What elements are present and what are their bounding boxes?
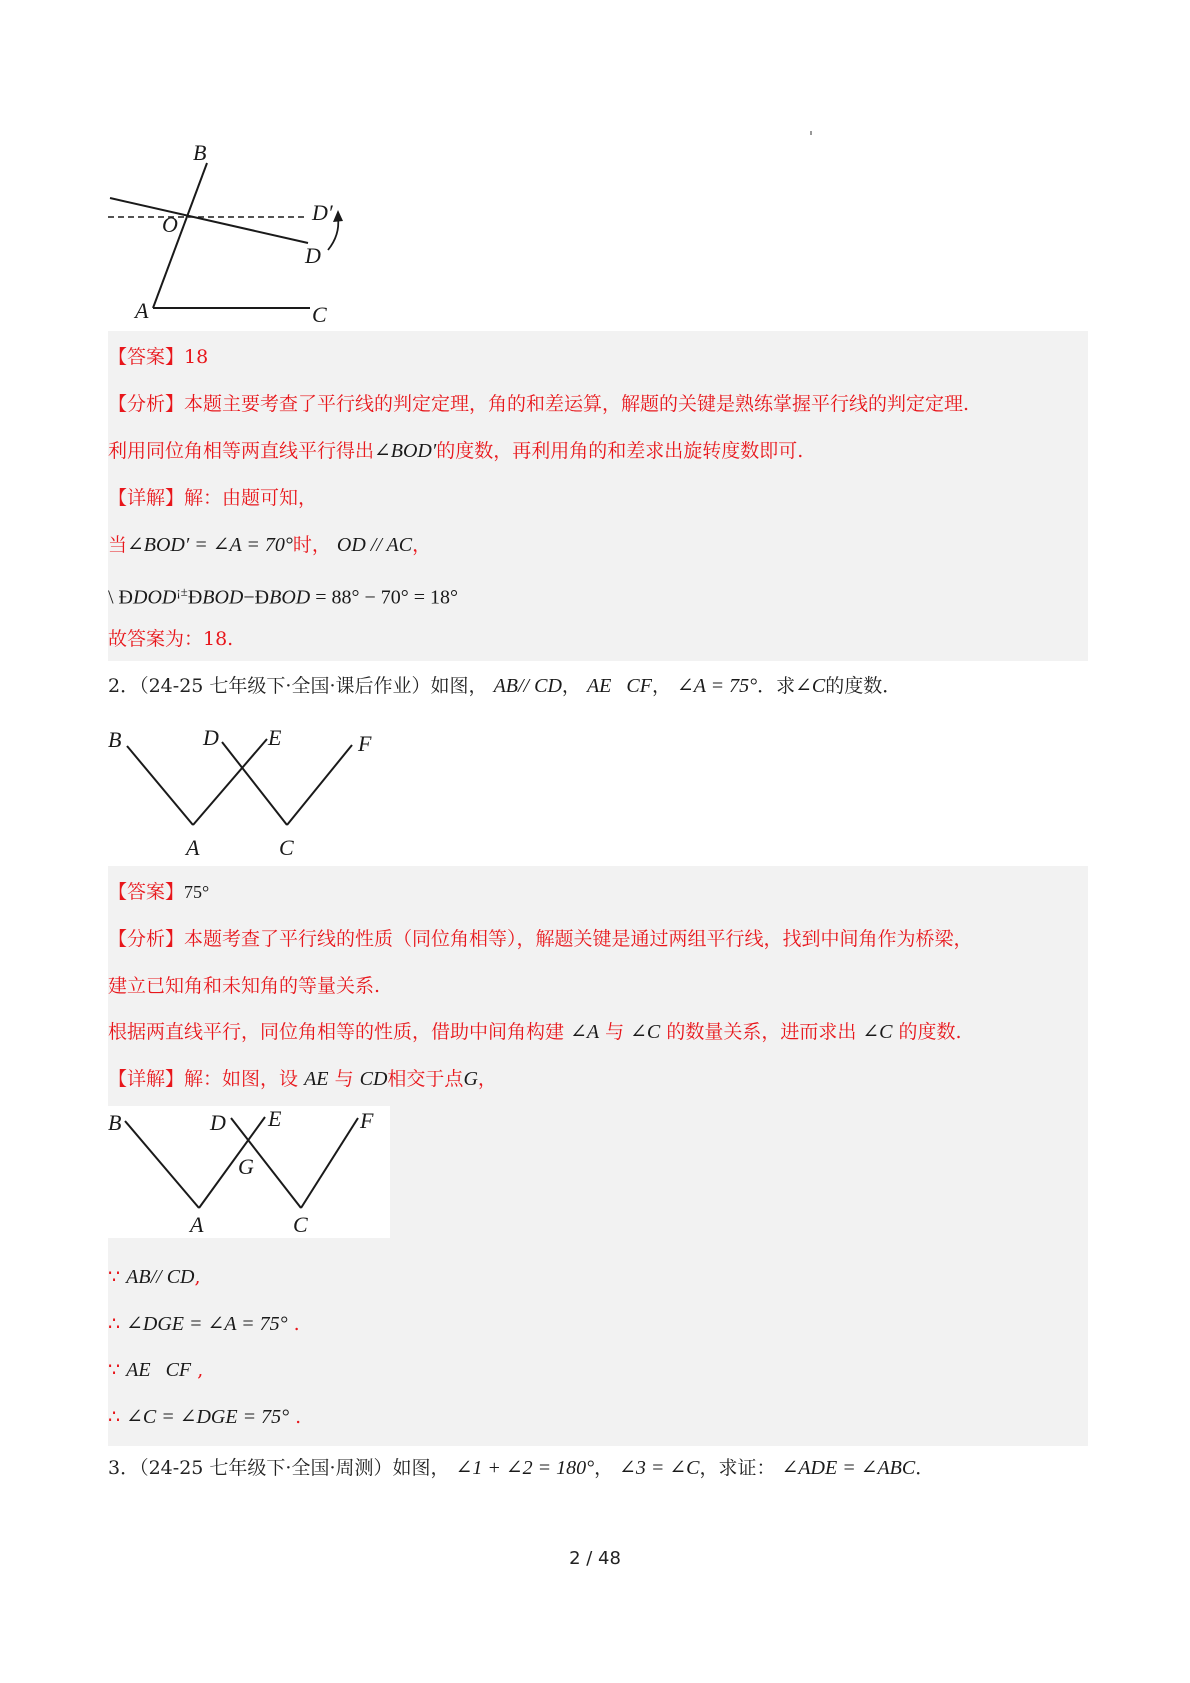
math-expression: CD	[359, 1068, 388, 1090]
math-expression: DOD	[133, 586, 177, 609]
math-expression: AB// CD	[126, 1266, 195, 1288]
figure-parallel-lines-with-g	[108, 1106, 390, 1238]
svg-text:F: F	[358, 731, 372, 756]
scan-artifact	[810, 131, 812, 135]
answer-tag: 【答案】	[108, 881, 185, 903]
punctuation: .	[295, 1406, 302, 1428]
conclusion-line-1	[108, 627, 233, 651]
analysis-tag: 【分析】	[108, 393, 185, 415]
svg-text:E: E	[268, 725, 282, 750]
detail-text: ，	[477, 1068, 497, 1090]
math-expression: OD // AC	[336, 534, 413, 556]
punctuation: ,	[194, 1266, 201, 1288]
math-expression: ∠ADE = ∠ABC	[781, 1457, 916, 1479]
detail-text: 解：如图，设	[184, 1068, 299, 1090]
problem-number: 2．	[108, 675, 140, 697]
math-expression: ∠1 + ∠2 = 180°	[455, 1457, 595, 1479]
problem-source: （24-25 七年级下·全国·课后作业）	[139, 675, 431, 697]
analysis-text: 的度数.	[898, 1021, 962, 1043]
svg-text:A: A	[135, 298, 149, 323]
detail-text: 当	[108, 534, 128, 556]
math-expression: ∠DGE = ∠A = 75°	[126, 1313, 288, 1335]
detail-line-2a	[108, 1067, 497, 1091]
math-garbled: Ð	[187, 586, 203, 609]
math-expression: BOD	[269, 586, 311, 609]
svg-text:A: A	[190, 1212, 204, 1237]
proof-step-2	[108, 1312, 300, 1336]
stem-text: ．	[915, 1457, 935, 1479]
answer-value: 18	[184, 346, 209, 368]
math-expression: G	[463, 1068, 478, 1090]
analysis-line-2c	[108, 1020, 962, 1044]
svg-text:G: G	[238, 1154, 254, 1179]
svg-text:C: C	[312, 302, 327, 327]
svg-text:B: B	[193, 140, 207, 165]
therefore-symbol: ∴	[108, 1313, 121, 1335]
therefore-symbol: ∴	[108, 1406, 121, 1428]
answer-tag: 【答案】	[108, 346, 185, 368]
detail-line-3-garbled-math	[108, 580, 458, 610]
analysis-line-2a	[108, 927, 973, 951]
punctuation: .	[293, 1313, 300, 1335]
detail-line-2	[108, 533, 431, 557]
svg-text:B: B	[108, 727, 122, 752]
stem-text: 如图，	[430, 675, 488, 697]
proof-step-4	[108, 1405, 301, 1429]
punctuation: ,	[197, 1359, 204, 1381]
math-expression: ∠BOD′	[374, 440, 437, 462]
detail-text: 时，	[292, 534, 331, 556]
because-symbol: ∵	[108, 1359, 121, 1381]
svg-text:C: C	[279, 835, 294, 860]
detail-text: ，	[412, 534, 432, 556]
figure-rotation-diagram	[100, 140, 360, 330]
svg-text:C: C	[293, 1212, 308, 1237]
math-garbled: ¡±	[176, 584, 188, 599]
proof-step-1	[108, 1265, 201, 1289]
analysis-line-2	[108, 439, 803, 463]
analysis-text: 与	[605, 1021, 625, 1043]
problem-number: 3．	[108, 1457, 140, 1479]
math-expression: ∠C	[862, 1021, 893, 1043]
svg-text:B: B	[108, 1110, 122, 1135]
analysis-text: 的度数，再利用角的和差求出旋转度数即可.	[436, 440, 804, 462]
problem-3-stem	[108, 1456, 934, 1480]
svg-text:D: D	[203, 725, 219, 750]
analysis-text: 利用同位角相等两直线平行得出	[108, 440, 375, 462]
analysis-text: 根据两直线平行，同位角相等的性质，借助中间角构建	[108, 1021, 565, 1043]
math-expression: ∠A	[570, 1021, 600, 1043]
conclusion-text: 故答案为：18.	[108, 628, 234, 650]
math-expression: AE CF	[126, 1359, 192, 1381]
detail-text: 相交于点	[387, 1068, 464, 1090]
analysis-line-2b	[108, 974, 380, 998]
detail-line-1	[108, 486, 317, 510]
math-expression: ∠A = 75°	[677, 675, 758, 697]
math-expression: AE	[304, 1068, 329, 1090]
math-expression: AB// CD	[493, 675, 562, 697]
math-garbled: −Ð	[243, 586, 270, 609]
math-expression: BOD	[202, 586, 244, 609]
math-expression: ∠BOD′ = ∠A = 70°	[127, 534, 293, 556]
detail-tag: 【详解】	[108, 487, 185, 509]
analysis-text: 本题考查了平行线的性质（同位角相等），解题关键是通过两组平行线，找到中间角作为桥梁，	[184, 928, 973, 950]
svg-text:A: A	[186, 835, 200, 860]
figure-parallel-lines	[100, 715, 390, 865]
svg-text:E: E	[268, 1106, 282, 1131]
analysis-tag: 【分析】	[108, 928, 185, 950]
stem-text: ，求证：	[699, 1457, 776, 1479]
svg-text:O: O	[162, 212, 178, 237]
detail-tag: 【详解】	[108, 1068, 185, 1090]
stem-text: 如图，	[392, 1457, 450, 1479]
analysis-text: 本题主要考查了平行线的判定定理，角的和差运算，解题的关键是熟练掌握平行线的判定定理.	[184, 393, 970, 415]
svg-text:D: D	[305, 243, 321, 268]
svg-text:D′: D′	[312, 200, 333, 225]
svg-text:F: F	[360, 1108, 374, 1133]
stem-text: ，	[594, 1457, 614, 1479]
math-garbled: \ Ð	[108, 586, 133, 609]
answer-line-2	[108, 880, 209, 904]
math-expression: ∠C	[630, 1021, 661, 1043]
analysis-text: 的数量关系，进而求出	[666, 1021, 857, 1043]
answer-line-1	[108, 345, 208, 369]
stem-text: ．求	[757, 675, 796, 697]
analysis-line-1	[108, 392, 969, 416]
page-indicator: 2 / 48	[569, 1548, 621, 1569]
stem-text: 的度数．	[825, 675, 902, 697]
svg-text:D: D	[210, 1110, 226, 1135]
because-symbol: ∵	[108, 1266, 121, 1288]
answer-value: 75°	[184, 882, 210, 902]
proof-step-3	[108, 1358, 203, 1382]
detail-text: 解：由题可知，	[184, 487, 318, 509]
stem-text: ，	[561, 675, 581, 697]
math-expression: ∠3 = ∠C	[619, 1457, 700, 1479]
problem-source: （24-25 七年级下·全国·周测）	[139, 1457, 393, 1479]
math-expression: AE CF	[586, 675, 652, 697]
detail-text: 与	[334, 1068, 354, 1090]
math-expression: = 88° − 70° = 18°	[310, 586, 459, 609]
math-expression: ∠C = ∠DGE = 75°	[126, 1406, 290, 1428]
analysis-text: 建立已知角和未知角的等量关系.	[108, 975, 381, 997]
problem-2-stem	[108, 674, 901, 698]
stem-text: ，	[651, 675, 671, 697]
math-expression: ∠C	[795, 675, 826, 697]
